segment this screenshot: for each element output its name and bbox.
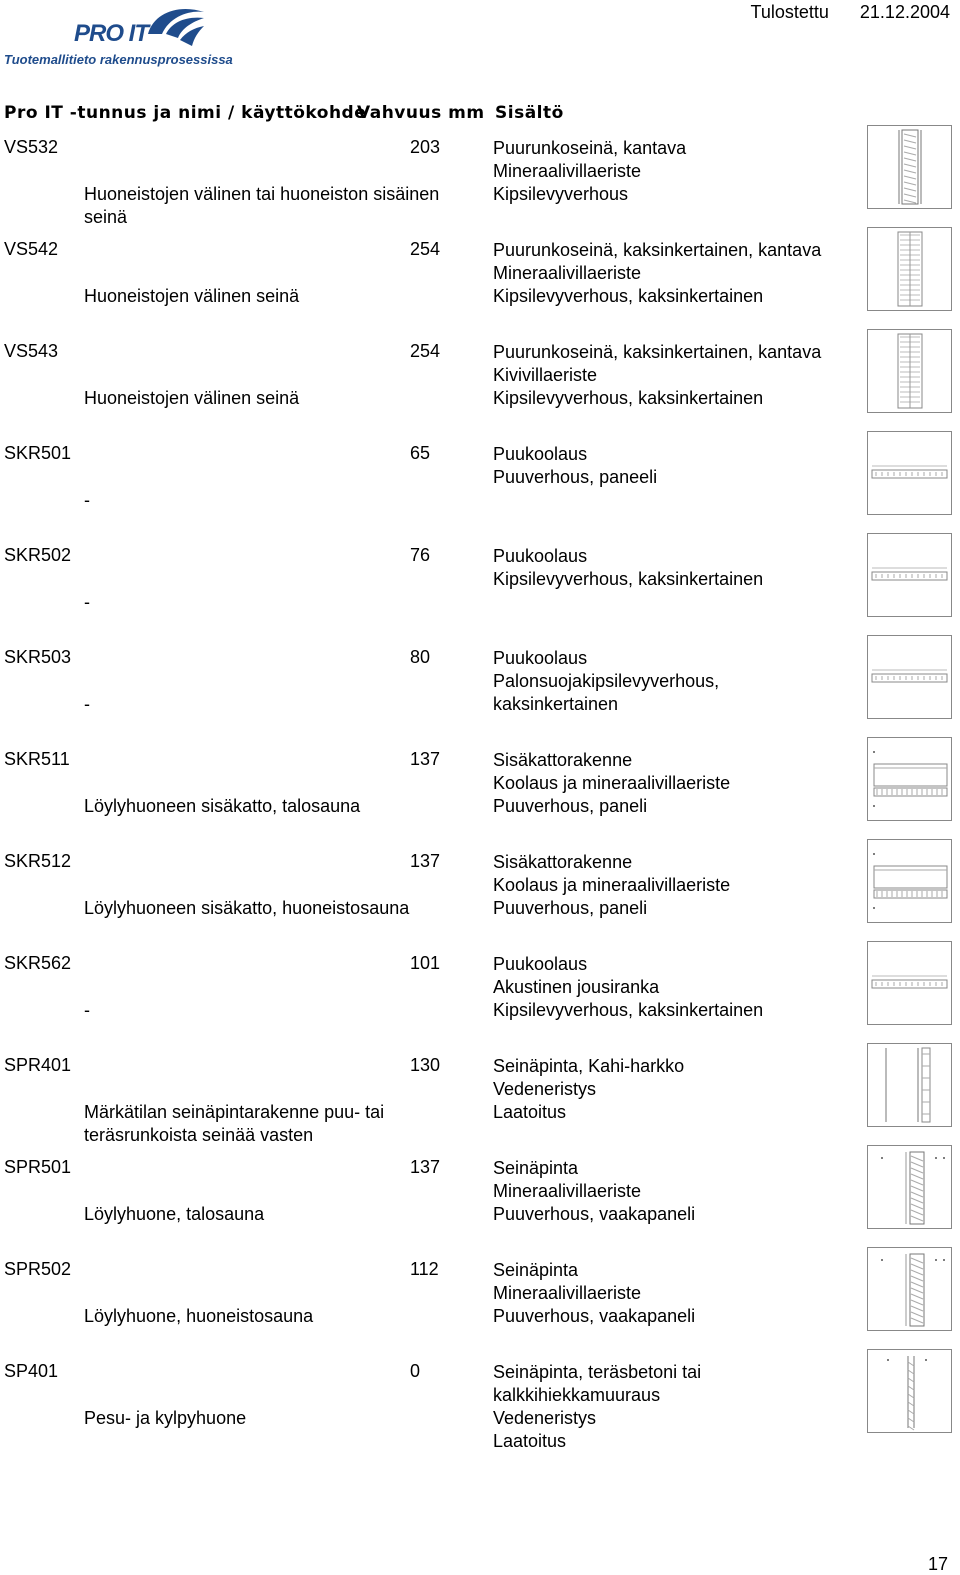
content-line: kalkkihiekkamuuraus [493,1385,661,1405]
item-usage: Huoneistojen välinen seinä [84,388,300,408]
content-line: Mineraalivillaeriste [493,161,642,181]
structure-thumbnail [867,533,952,617]
structure-thumbnail [867,941,952,1025]
structure-thumbnail [867,1145,952,1229]
ceiling-icon [868,432,951,514]
item-content [493,545,853,591]
content-line: Puukoolaus [493,648,588,668]
content-line: Vedeneristys [493,1079,597,1099]
page-number: 17 [927,1554,948,1574]
item-usage: Huoneistojen välinen seinä [84,286,300,306]
content-line: Kipsilevyverhous, kaksinkertainen [493,1000,764,1020]
item-code: VS542 [4,239,59,259]
item-thickness: 137 [410,1157,441,1177]
structure-thumbnail [867,1247,952,1331]
item-content [493,1157,853,1226]
structure-thumbnail [867,1043,952,1127]
content-line: Kipsilevyverhous, kaksinkertainen [493,286,764,306]
content-line: Puuverhous, paneli [493,796,648,816]
content-line: Laatoitus [493,1102,567,1122]
content-line: Seinäpinta [493,1158,579,1178]
item-usage: Löylyhuoneen sisäkatto, huoneistosauna [84,898,410,918]
double-wall-icon [868,228,951,310]
content-line: Mineraalivillaeriste [493,1181,642,1201]
structure-thumbnail [867,635,952,719]
item-code: VS532 [4,137,59,157]
double-wall-icon [868,330,951,412]
content-line: Puurunkoseinä, kantava [493,138,687,158]
ceiling-icon [868,636,951,718]
item-content [493,851,853,920]
item-content [493,443,853,489]
item-code: SKR511 [4,749,70,769]
structure-thumbnail [867,839,952,923]
item-code: SKR512 [4,851,72,871]
structure-thumbnail [867,737,952,821]
item-thickness: 130 [410,1055,441,1075]
item-code: SKR502 [4,545,72,565]
content-line: kaksinkertainen [493,694,619,714]
content-line: Puuverhous, vaakapaneli [493,1204,696,1224]
content-line: Seinäpinta [493,1260,579,1280]
column-header-thickness: Vahvuus mm [357,103,485,123]
content-line: Puuverhous, vaakapaneli [493,1306,696,1326]
ceiling-icon [868,942,951,1024]
pro-it-logo [4,2,274,70]
column-header-content: Sisältö [495,103,564,123]
item-code: SKR501 [4,443,72,463]
content-line: Kipsilevyverhous, kaksinkertainen [493,388,764,408]
item-usage: Löylyhuone, huoneistosauna [84,1306,314,1326]
wall-icon [868,126,951,208]
item-usage: Märkätilan seinäpintarakenne puu- tai teräsrunkoista seinää vasten [84,1102,385,1145]
item-code: SKR503 [4,647,72,667]
content-line: Puukoolaus [493,954,588,974]
content-line: Puuverhous, paneeli [493,467,658,487]
content-line: Puukoolaus [493,546,588,566]
content-line: Kipsilevyverhous [493,184,629,204]
item-content [493,1361,853,1453]
item-content [493,137,853,206]
item-thickness: 65 [410,443,431,463]
item-thickness: 137 [410,749,441,769]
item-usage: - [84,1000,90,1020]
sauna-wall-icon [868,1146,951,1228]
content-line: Koolaus ja mineraalivillaeriste [493,773,731,793]
sauna-ceiling-icon [868,840,951,922]
item-thickness: 203 [410,137,441,157]
item-usage: Löylyhuoneen sisäkatto, talosauna [84,796,361,816]
structure-thumbnail [867,125,952,209]
item-content [493,1055,853,1124]
print-date [725,2,950,23]
item-thickness: 76 [410,545,431,565]
item-thickness: 0 [410,1361,421,1381]
content-line: Puurunkoseinä, kaksinkertainen, kantava [493,342,822,362]
content-line: Puuverhous, paneli [493,898,648,918]
column-header-code: Pro IT -tunnus ja nimi / käyttökohde [4,103,367,123]
item-thickness: 101 [410,953,441,973]
content-line: Kipsilevyverhous, kaksinkertainen [493,569,764,589]
item-code: SPR502 [4,1259,72,1279]
item-content [493,647,853,716]
item-thickness: 254 [410,341,441,361]
content-line: Koolaus ja mineraalivillaeriste [493,875,731,895]
content-line: Kivivillaeriste [493,365,598,385]
item-content [493,341,853,410]
item-code: SPR401 [4,1055,72,1075]
content-line: Sisäkattorakenne [493,750,633,770]
item-content [493,749,853,818]
content-line: Vedeneristys [493,1408,597,1428]
logo-text: PRO IT [74,20,149,47]
item-thickness: 137 [410,851,441,871]
item-usage: Huoneistojen välinen tai huoneiston sisäinen seinä [84,184,440,227]
structure-thumbnail [867,227,952,311]
printed-date: 21.12.2004 [859,2,950,22]
item-content [493,239,853,308]
logo-globe-icon [140,4,206,48]
sauna-wall-icon [868,1248,951,1330]
item-code: VS543 [4,341,59,361]
concrete-wall-icon [868,1350,951,1432]
item-thickness: 112 [410,1259,439,1279]
item-code: SKR562 [4,953,72,973]
wet-wall-icon [868,1044,951,1126]
sauna-ceiling-icon [868,738,951,820]
content-line: Mineraalivillaeriste [493,1283,642,1303]
item-content [493,953,853,1022]
item-usage: Pesu- ja kylpyhuone [84,1408,247,1428]
structure-thumbnail [867,329,952,413]
item-usage: - [84,592,90,612]
content-line: Seinäpinta, Kahi-harkko [493,1056,685,1076]
item-usage: - [84,694,90,714]
item-code: SPR501 [4,1157,72,1177]
content-line: Palonsuojakipsilevyverhous, [493,671,720,691]
content-line: Seinäpinta, teräsbetoni tai [493,1362,702,1382]
content-line: Mineraalivillaeriste [493,263,642,283]
item-code: SP401 [4,1361,59,1381]
content-line: Puukoolaus [493,444,588,464]
item-thickness: 254 [410,239,441,259]
logo-subtitle: Tuotemallitieto rakennusprosessissa [4,52,233,67]
content-line: Laatoitus [493,1431,567,1451]
content-line: Akustinen jousiranka [493,977,660,997]
content-line: Sisäkattorakenne [493,852,633,872]
ceiling-icon [868,534,951,616]
item-usage: Löylyhuone, talosauna [84,1204,265,1224]
item-content [493,1259,853,1328]
structure-thumbnail [867,1349,952,1433]
item-usage: - [84,490,90,510]
printed-label: Tulostettu [750,2,829,22]
structure-thumbnail [867,431,952,515]
content-line: Puurunkoseinä, kaksinkertainen, kantava [493,240,822,260]
item-thickness: 80 [410,647,431,667]
